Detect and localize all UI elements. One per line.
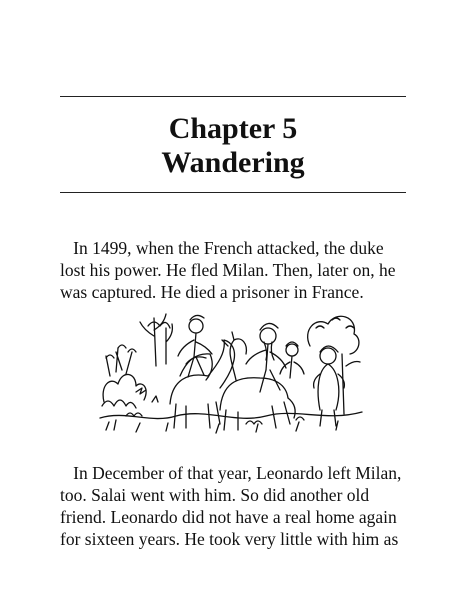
text-line: was captured. He died a prisoner in France. bbox=[60, 282, 364, 302]
text-line: for sixteen years. He took very little with him as bbox=[60, 529, 399, 549]
text-line: In 1499, when the French attacked, the duke bbox=[60, 238, 384, 258]
paragraph-1 bbox=[60, 237, 420, 303]
text-line: lost his power. He fled Milan. Then, later on, he bbox=[60, 260, 396, 280]
chapter-number: Chapter 5 bbox=[168, 112, 298, 145]
chapter-heading bbox=[60, 112, 406, 180]
text-line: too. Salai went with him. So did another old bbox=[60, 485, 370, 505]
text-line: friend. Leonardo did not have a real home again bbox=[60, 507, 397, 527]
travelers-illustration bbox=[96, 306, 366, 436]
chapter-title: Wandering bbox=[161, 146, 305, 179]
text-line: In December of that year, Leonardo left Milan, bbox=[60, 463, 402, 483]
paragraph-2 bbox=[60, 462, 420, 550]
heading-top-rule bbox=[60, 96, 406, 97]
heading-bottom-rule bbox=[60, 192, 406, 193]
